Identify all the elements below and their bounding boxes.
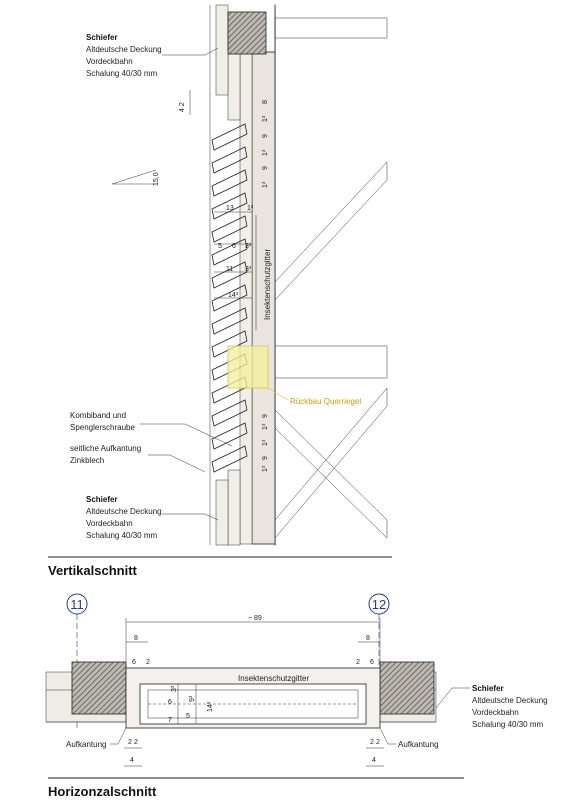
svg-text:8: 8 <box>366 635 370 642</box>
svg-text:Schalung 40/30 mm: Schalung 40/30 mm <box>472 720 544 729</box>
insektenschutzgitter-horizontal: Insektenschutzgitter <box>238 674 310 683</box>
svg-text:Zinkblech: Zinkblech <box>70 456 105 465</box>
svg-text:6: 6 <box>168 699 172 706</box>
hatched-post-left <box>72 662 126 714</box>
svg-text:5: 5 <box>218 243 222 250</box>
svg-text:1³: 1³ <box>262 439 269 446</box>
aufkantung-right: Aufkantung <box>398 740 439 749</box>
horizontal-section <box>46 594 548 799</box>
svg-text:8: 8 <box>262 100 269 104</box>
svg-text:2: 2 <box>134 739 138 746</box>
label-aufkantung-vertical <box>70 444 205 472</box>
bottom-dims-left <box>124 739 142 766</box>
svg-text:seitliche Aufkantung: seitliche Aufkantung <box>70 444 142 453</box>
svg-text:Schiefer: Schiefer <box>472 684 504 693</box>
svg-text:Spenglerschraube: Spenglerschraube <box>70 423 135 432</box>
svg-text:Altdeutsche Deckung: Altdeutsche Deckung <box>472 696 548 705</box>
rueckbau-label: Rückbau Querriegel <box>290 397 362 406</box>
svg-text:9³: 9³ <box>189 695 196 702</box>
svg-text:1³: 1³ <box>262 115 269 122</box>
hatched-beam-top <box>228 12 266 54</box>
svg-text:5: 5 <box>186 713 190 720</box>
dim-total: ~ 89 <box>248 615 262 622</box>
svg-text:2: 2 <box>146 659 150 666</box>
svg-text:Altdeutsche Deckung: Altdeutsche Deckung <box>86 45 162 54</box>
label-schiefer-horizontal <box>436 684 548 729</box>
svg-text:4: 4 <box>130 757 134 764</box>
svg-text:7: 7 <box>168 717 172 724</box>
label-schiefer-bottom <box>86 495 218 540</box>
svg-text:Schiefer: Schiefer <box>86 33 118 42</box>
svg-text:Vordeckbahn: Vordeckbahn <box>86 57 133 66</box>
svg-text:6: 6 <box>370 659 374 666</box>
svg-text:Altdeutsche Deckung: Altdeutsche Deckung <box>86 507 162 516</box>
svg-text:9: 9 <box>262 134 269 138</box>
svg-text:2: 2 <box>376 739 380 746</box>
label-kombiband <box>70 411 232 446</box>
insektenschutzgitter-vertical: Insektenschutzgitter <box>263 248 272 320</box>
svg-text:1³: 1³ <box>262 423 269 430</box>
demolition-highlight <box>228 346 268 388</box>
svg-text:14³: 14³ <box>228 292 239 299</box>
svg-text:1³: 1³ <box>247 205 254 212</box>
hatched-post-right <box>380 662 434 714</box>
svg-text:3³: 3³ <box>245 266 252 273</box>
svg-text:Kombiband und: Kombiband und <box>70 411 127 420</box>
svg-text:12: 12 <box>371 597 387 612</box>
svg-text:9: 9 <box>262 456 269 460</box>
svg-text:2: 2 <box>370 739 374 746</box>
svg-text:3³: 3³ <box>245 243 252 250</box>
svg-text:Schalung 40/30 mm: Schalung 40/30 mm <box>86 69 158 78</box>
svg-text:11: 11 <box>70 597 84 612</box>
svg-text:3³: 3³ <box>171 685 178 692</box>
svg-text:4: 4 <box>372 757 376 764</box>
svg-text:Vordeckbahn: Vordeckbahn <box>86 519 133 528</box>
dim-4-2: 4 2 <box>179 102 186 112</box>
svg-text:Schalung 40/30 mm: Schalung 40/30 mm <box>86 531 158 540</box>
svg-text:2: 2 <box>128 739 132 746</box>
svg-text:13: 13 <box>226 205 234 212</box>
bottom-dims-right <box>366 739 384 766</box>
label-schiefer-top <box>86 33 218 78</box>
timber-frame <box>275 5 387 545</box>
aufkantung-left: Aufkantung <box>66 740 107 749</box>
svg-text:11: 11 <box>226 266 234 273</box>
svg-text:8: 8 <box>134 635 138 642</box>
svg-text:6: 6 <box>232 243 236 250</box>
svg-text:9: 9 <box>262 166 269 170</box>
svg-text:6: 6 <box>132 659 136 666</box>
vertical-section <box>48 5 392 578</box>
svg-text:1³: 1³ <box>262 181 269 188</box>
svg-text:Vordeckbahn: Vordeckbahn <box>472 708 519 717</box>
svg-text:14³: 14³ <box>207 701 214 712</box>
svg-text:2: 2 <box>356 659 360 666</box>
svg-text:1³: 1³ <box>262 465 269 472</box>
vertikalschnitt-title: Vertikalschnitt <box>48 563 137 578</box>
dim-15-0: 15,0 <box>153 172 160 186</box>
svg-text:9: 9 <box>262 414 269 418</box>
horizonzalschnitt-title: Horizonzalschnitt <box>48 784 157 799</box>
svg-text:1³: 1³ <box>262 149 269 156</box>
svg-text:Schiefer: Schiefer <box>86 495 118 504</box>
